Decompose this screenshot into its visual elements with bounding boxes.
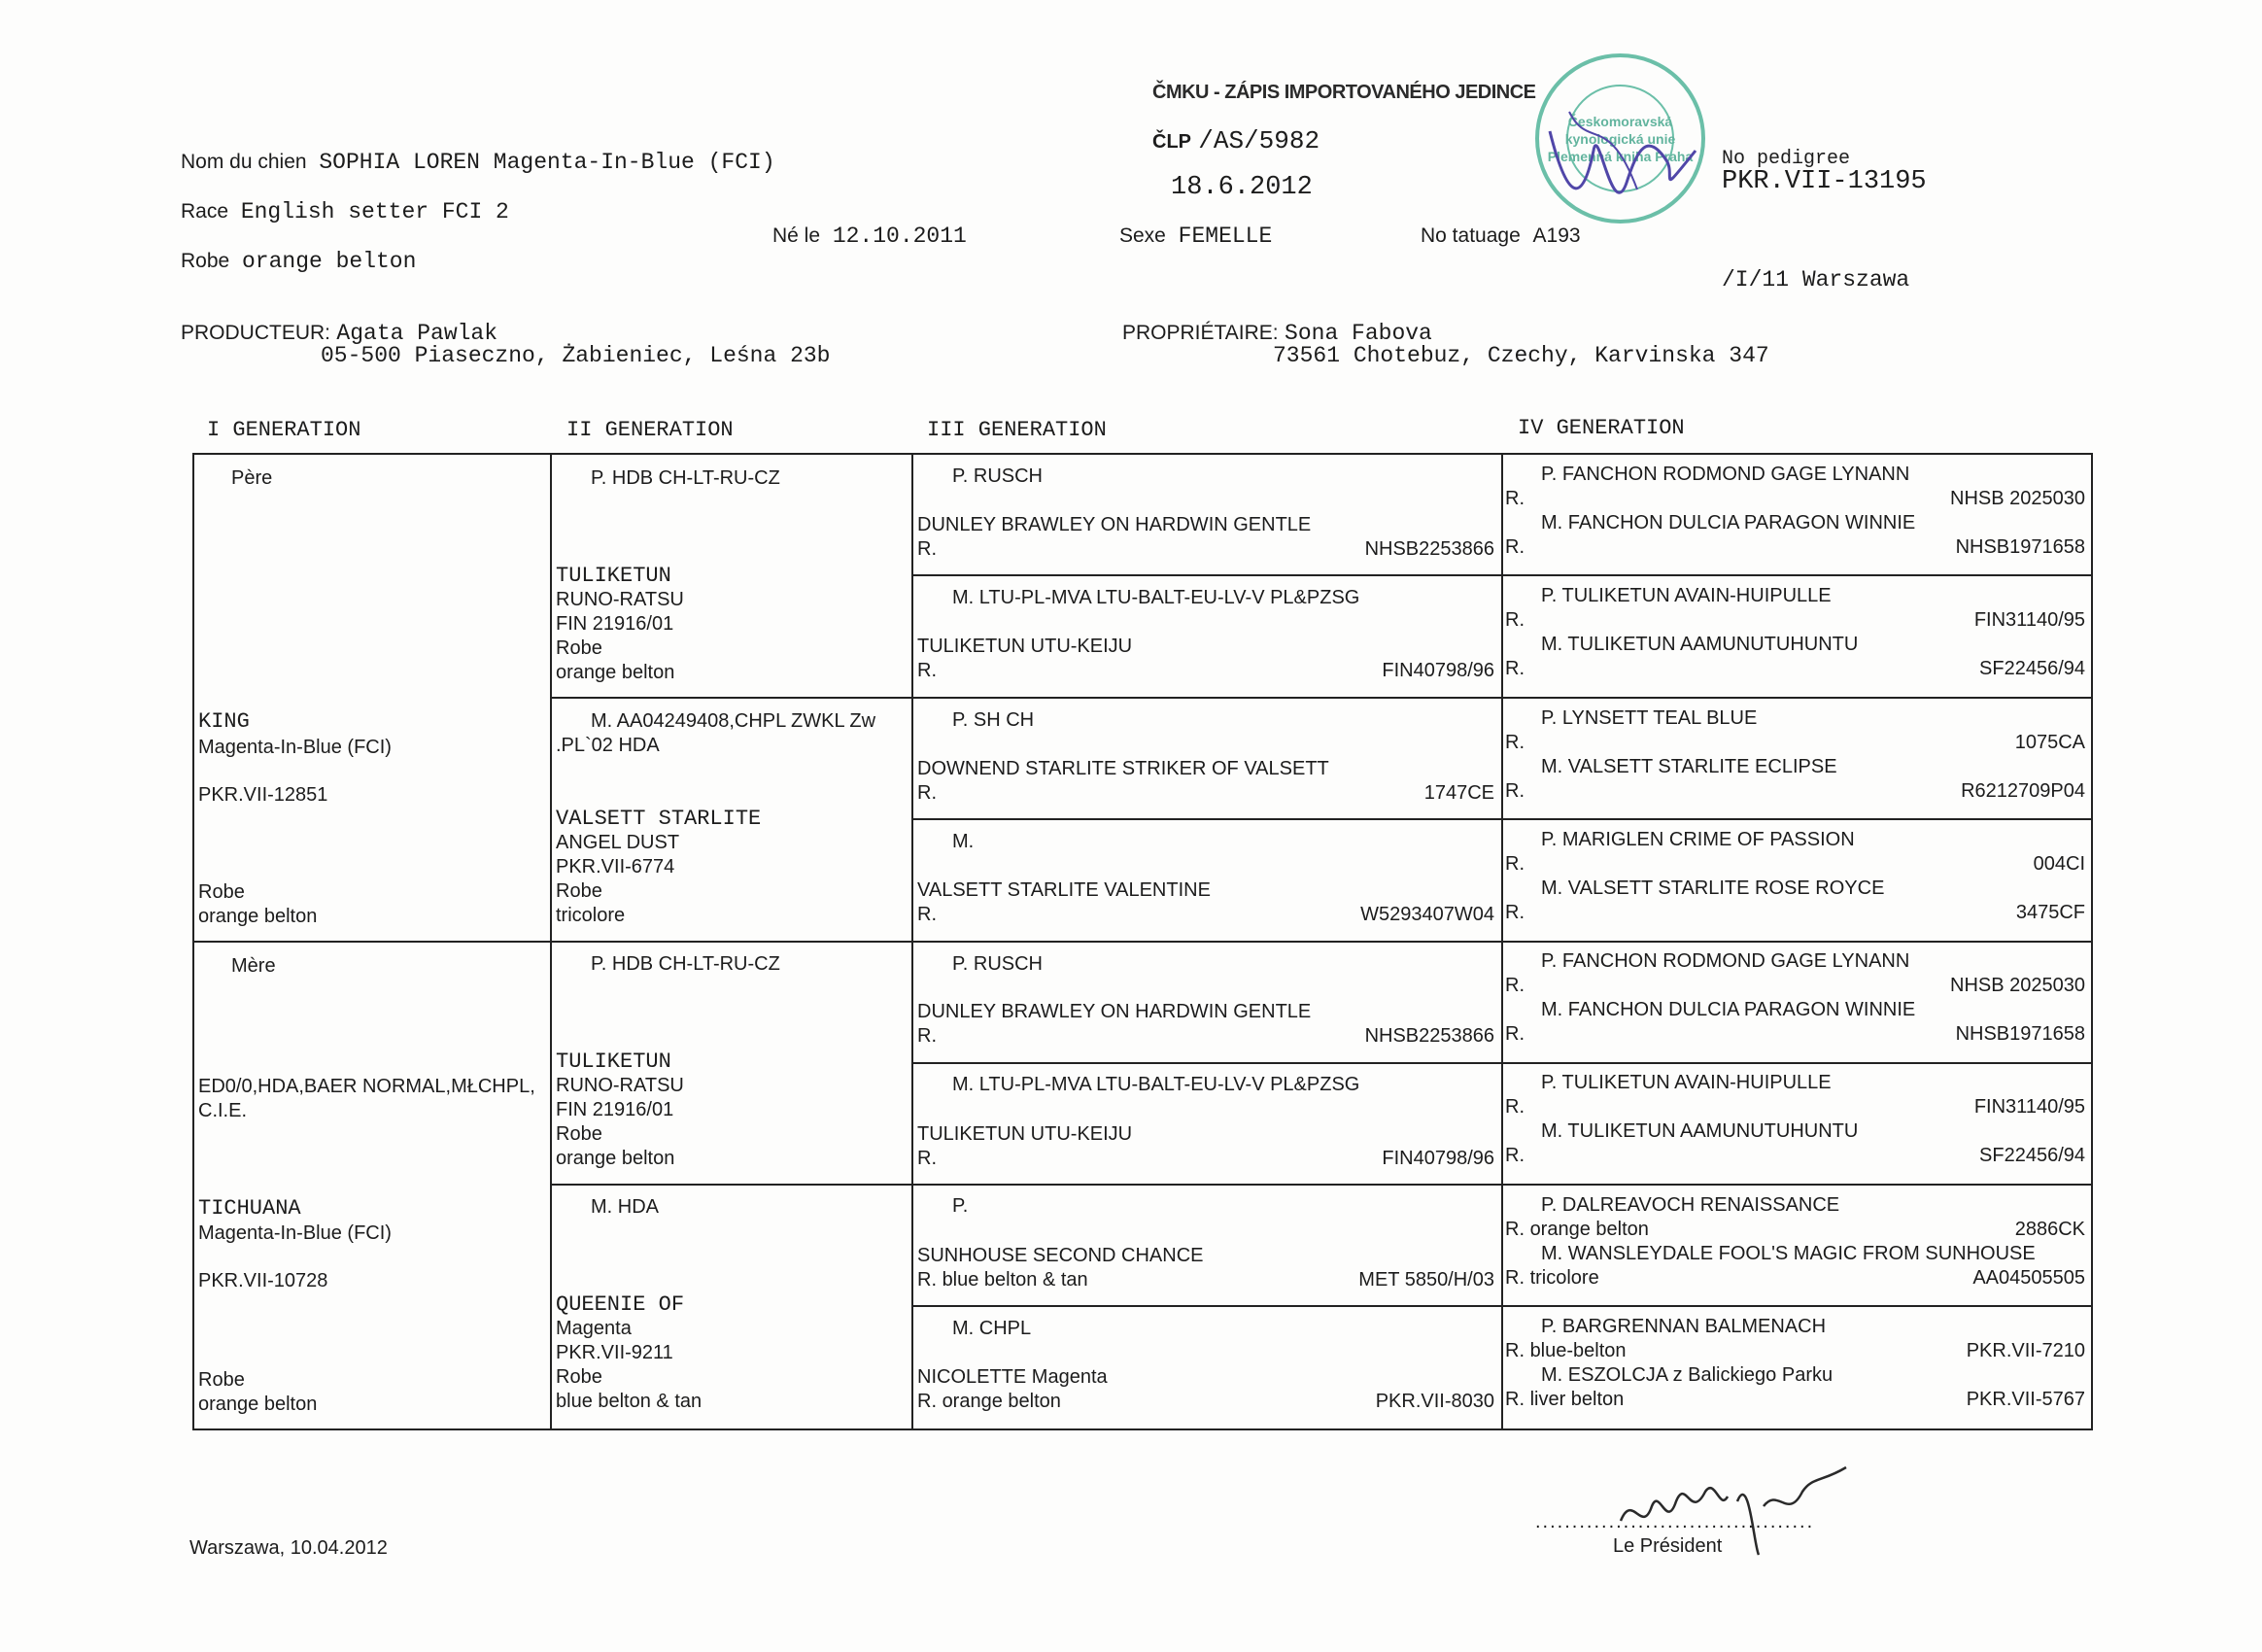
generation-3-heading: III GENERATION (927, 418, 1107, 442)
gen4-dam-registration: NHSB1971658 (1955, 536, 2085, 558)
gen2-title: M. AA04249408,CHPL ZWKL Zw (591, 710, 876, 732)
gen4-dam: M. WANSLEYDALE FOOL'S MAGIC FROM SUNHOUSE (1541, 1243, 2036, 1264)
gen2-title-2: .PL`02 HDA (556, 735, 660, 756)
gen3-name: DUNLEY BRAWLEY ON HARDWIN GENTLE (917, 1001, 1312, 1022)
gen4-dam: M. ESZOLCJA z Balickiego Parku (1541, 1364, 1834, 1386)
gen4-dam-robe-row (1505, 535, 1525, 560)
gen4-sire-robe-row (1505, 1095, 1525, 1119)
sire-name-suffix: Magenta-In-Blue (FCI) (198, 737, 392, 758)
gen3-robe: blue belton & tan (942, 1269, 1088, 1291)
gen4-dam-registration: NHSB1971658 (1955, 1023, 2085, 1045)
dam-label: Mère (231, 955, 276, 977)
gen2-robe: orange belton (556, 1148, 675, 1169)
signature-dots: ...................................... (1535, 1511, 1815, 1532)
gen4-dam: M. TULIKETUN AAMUNUTUHUNTU (1541, 634, 1859, 655)
gen2-robe-label: Robe (556, 637, 602, 659)
sex-row (1119, 222, 1272, 249)
gen2-registration: FIN 21916/01 (556, 1099, 674, 1120)
gen2-robe: orange belton (556, 662, 675, 683)
gen4-dam-robe-row (1505, 1266, 1599, 1291)
gen4-sire-registration: 1075CA (2014, 732, 2085, 753)
generation-2-heading: II GENERATION (566, 418, 734, 442)
gen4-dam-robe: tricolore (1529, 1267, 1599, 1289)
gen4-r: R. (1505, 1267, 1525, 1289)
gen3-robe-row (917, 659, 937, 683)
gen3-robe-row (917, 537, 937, 562)
gen4-r: R. (1505, 658, 1525, 679)
gen3-r: R. (917, 660, 937, 681)
gen4-sire: P. FANCHON RODMOND GAGE LYNANN (1541, 464, 1910, 485)
gen2-registration: PKR.VII-6774 (556, 856, 675, 878)
generation-1-heading: I GENERATION (207, 418, 361, 442)
gen3-registration: W5293407W04 (1360, 904, 1494, 925)
gen2-name-2: RUNO-RATSU (556, 589, 684, 610)
gen3-robe-row (917, 1390, 1061, 1414)
gen3-registration: FIN40798/96 (1382, 1148, 1494, 1169)
tattoo-value: A193 (1532, 224, 1581, 247)
gen3-r: R. (917, 904, 937, 925)
gen4-sire: P. DALREAVOCH RENAISSANCE (1541, 1194, 1840, 1216)
gen4-r: R. (1505, 1023, 1525, 1045)
gen4-dam-robe-row (1505, 1022, 1525, 1047)
gen4-dam-registration: AA04505505 (1972, 1267, 2085, 1289)
gen4-dam-robe: liver belton (1529, 1389, 1625, 1410)
producer-address: 05-500 Piaseczno, Żabieniec, Leśna 23b (321, 343, 831, 368)
gen2-registration: FIN 21916/01 (556, 613, 674, 635)
tattoo-row (1421, 222, 1581, 248)
sex-label: Sexe (1119, 224, 1166, 247)
stamp-text: Českomoravská kynologická unie Plemenná kniha Praha (1547, 113, 1694, 164)
dam-robe-label: Robe (198, 1369, 245, 1391)
gen2-title: M. HDA (591, 1196, 659, 1218)
breed-label: Race (181, 200, 229, 223)
pedigree-label: No pedigree (1722, 148, 1851, 170)
gen4-dam-registration: R6212709P04 (1961, 780, 2085, 802)
gen4-r: R. (1505, 1340, 1525, 1361)
birth-label: Né le (772, 224, 821, 247)
generation-4-heading: IV GENERATION (1518, 416, 1685, 440)
birth-row (772, 222, 967, 249)
gen4-sire-robe: blue-belton (1529, 1340, 1627, 1361)
gen3-title: M. (952, 831, 975, 852)
gen4-dam-registration: SF22456/94 (1979, 1145, 2085, 1166)
gen4-sire-registration: FIN31140/95 (1973, 609, 2085, 631)
gen3-name: TULIKETUN UTU-KEIJU (917, 636, 1133, 657)
import-date: 18.6.2012 (1171, 173, 1313, 202)
gen2-robe: blue belton & tan (556, 1391, 703, 1412)
gen3-r: R. (917, 782, 937, 804)
gen4-sire-registration: NHSB 2025030 (1950, 975, 2085, 996)
gen3-registration: NHSB2253866 (1364, 1025, 1494, 1047)
gen4-sire-robe-row (1505, 608, 1525, 633)
color-value: orange belton (241, 249, 417, 274)
gen4-r: R. (1505, 536, 1525, 558)
pedigree-number: PKR.VII-13195 (1722, 167, 1927, 196)
gen2-robe: tricolore (556, 905, 626, 926)
dog-name-row (181, 148, 775, 175)
owner-address: 73561 Chotebuz, Czechy, Karvinska 347 (1273, 343, 1769, 368)
dam-health-2: C.I.E. (198, 1100, 248, 1121)
gen2-name-2: ANGEL DUST (556, 832, 680, 853)
gen2-name-2: Magenta (556, 1318, 632, 1339)
import-title: ČMKU - ZÁPIS IMPORTOVANÉHO JEDINCE (1152, 82, 1536, 103)
gen2-name: QUEENIE OF (556, 1292, 685, 1317)
gen3-r: R. (917, 1148, 937, 1169)
gen4-r: R. (1505, 609, 1525, 631)
gen4-r: R. (1505, 488, 1525, 509)
gen4-sire-robe-row (1505, 974, 1525, 998)
gen3-title: M. LTU-PL-MVA LTU-BALT-EU-LV-V PL&PZSG (952, 1074, 1360, 1095)
dam-name-suffix: Magenta-In-Blue (FCI) (198, 1222, 392, 1244)
gen3-registration: PKR.VII-8030 (1375, 1391, 1494, 1412)
gen4-sire-robe-row (1505, 852, 1525, 877)
president-label: Le Président (1613, 1535, 1723, 1557)
gen4-sire-registration: NHSB 2025030 (1950, 488, 2085, 509)
gen4-dam: M. FANCHON DULCIA PARAGON WINNIE (1541, 512, 1916, 533)
gen4-sire-registration: FIN31140/95 (1973, 1096, 2085, 1118)
gen4-dam-registration: 3475CF (2015, 902, 2085, 923)
gen4-sire: P. LYNSETT TEAL BLUE (1541, 707, 1758, 729)
gen4-r: R. (1505, 1219, 1525, 1240)
dog-name: SOPHIA LOREN Magenta-In-Blue (FCI) (319, 150, 775, 175)
owner-row (1122, 319, 1432, 346)
gen3-robe-row (917, 1024, 937, 1049)
sire-registration: PKR.VII-12851 (198, 784, 328, 806)
gen3-r: R. (917, 538, 937, 560)
gen3-registration: 1747CE (1423, 782, 1494, 804)
gen4-r: R. (1505, 853, 1525, 875)
gen4-dam: M. FANCHON DULCIA PARAGON WINNIE (1541, 999, 1916, 1020)
gen3-name: DOWNEND STARLITE STRIKER OF VALSETT (917, 758, 1329, 779)
gen3-title: P. SH CH (952, 709, 1035, 731)
gen3-name: NICOLETTE Magenta (917, 1366, 1108, 1388)
gen4-sire: P. MARIGLEN CRIME OF PASSION (1541, 829, 1855, 850)
gen4-r: R. (1505, 975, 1525, 996)
gen3-r: R. (917, 1391, 937, 1412)
gen2-registration: PKR.VII-9211 (556, 1342, 673, 1363)
gen3-title: M. LTU-PL-MVA LTU-BALT-EU-LV-V PL&PZSG (952, 587, 1360, 608)
gen3-registration: FIN40798/96 (1382, 660, 1494, 681)
owner-name: Sona Fabova (1285, 321, 1432, 346)
import-number-row (1152, 124, 1320, 155)
import-clp: ČLP (1152, 131, 1191, 153)
gen4-dam: M. TULIKETUN AAMUNUTUHUNTU (1541, 1120, 1859, 1142)
registry-suffix: /I/11 Warszawa (1722, 267, 1910, 293)
gen4-dam-registration: PKR.VII-5767 (1966, 1389, 2085, 1410)
gen3-r: R. (917, 1269, 937, 1291)
gen4-sire-robe: orange belton (1529, 1219, 1649, 1240)
gen3-robe: orange belton (942, 1391, 1061, 1412)
gen2-robe-label: Robe (556, 1123, 602, 1145)
birth-date: 12.10.2011 (832, 224, 967, 249)
breed-row (181, 197, 509, 224)
place-date: Warszawa, 10.04.2012 (189, 1537, 388, 1559)
tattoo-label: No tatuage (1421, 224, 1521, 247)
gen3-robe-row (917, 781, 937, 806)
gen2-robe-label: Robe (556, 1366, 602, 1388)
gen2-name: VALSETT STARLITE (556, 807, 762, 831)
gen4-dam-robe-row (1505, 1144, 1525, 1168)
gen4-dam: M. VALSETT STARLITE ROSE ROYCE (1541, 878, 1885, 899)
gen4-sire-robe-row (1505, 1218, 1649, 1242)
producer-name: Agata Pawlak (336, 321, 498, 346)
gen3-robe-row (917, 1147, 937, 1171)
gen2-name: TULIKETUN (556, 1050, 671, 1074)
gen4-sire-robe-row (1505, 487, 1525, 511)
dam-robe: orange belton (198, 1394, 318, 1415)
gen4-sire-robe-row (1505, 1339, 1627, 1363)
gen4-r: R. (1505, 732, 1525, 753)
breed-value: English setter FCI 2 (240, 199, 509, 224)
gen3-r: R. (917, 1025, 937, 1047)
gen3-robe-row (917, 903, 937, 927)
gen4-r: R. (1505, 1389, 1525, 1410)
gen4-sire: P. BARGRENNAN BALMENACH (1541, 1316, 1827, 1337)
dam-health: ED0/0,HDA,BAER NORMAL,MŁCHPL, (198, 1076, 535, 1097)
dam-name: TICHUANA (198, 1196, 301, 1221)
gen4-dam-registration: SF22456/94 (1979, 658, 2085, 679)
gen4-dam: M. VALSETT STARLITE ECLIPSE (1541, 756, 1837, 777)
import-number: /AS/5982 (1198, 126, 1320, 155)
gen2-title: P. HDB CH-LT-RU-CZ (591, 467, 780, 489)
gen4-dam-robe-row (1505, 901, 1525, 925)
sire-label: Père (231, 467, 273, 489)
producer-row (181, 319, 497, 346)
color-row (181, 247, 416, 274)
color-label: Robe (181, 250, 230, 272)
gen4-r: R. (1505, 902, 1525, 923)
president-signature (1613, 1453, 1866, 1560)
owner-label: PROPRIÉTAIRE: (1122, 322, 1279, 344)
gen2-title: P. HDB CH-LT-RU-CZ (591, 953, 780, 975)
stamp-signature (1540, 92, 1705, 219)
gen4-r: R. (1505, 1096, 1525, 1118)
gen4-sire-registration: 2886CK (2014, 1219, 2085, 1240)
gen4-sire-registration: 004CI (2033, 853, 2085, 875)
dog-name-label: Nom du chien (181, 151, 307, 173)
gen4-r: R. (1505, 780, 1525, 802)
gen4-sire-registration: PKR.VII-7210 (1966, 1340, 2085, 1361)
gen4-sire: P. FANCHON RODMOND GAGE LYNANN (1541, 950, 1910, 972)
gen3-title: P. RUSCH (952, 465, 1043, 487)
gen2-name: TULIKETUN (556, 564, 671, 588)
gen4-dam-robe-row (1505, 657, 1525, 681)
gen3-name: DUNLEY BRAWLEY ON HARDWIN GENTLE (917, 514, 1312, 535)
gen3-registration: NHSB2253866 (1364, 538, 1494, 560)
gen3-name: SUNHOUSE SECOND CHANCE (917, 1245, 1204, 1266)
sire-robe-label: Robe (198, 881, 245, 903)
sire-robe: orange belton (198, 906, 318, 927)
gen2-robe-label: Robe (556, 880, 602, 902)
dam-registration: PKR.VII-10728 (198, 1270, 328, 1291)
gen3-title: P. RUSCH (952, 953, 1043, 975)
gen3-robe-row (917, 1268, 1088, 1292)
gen3-title: M. CHPL (952, 1318, 1032, 1339)
producer-label: PRODUCTEUR: (181, 322, 331, 344)
gen4-sire-robe-row (1505, 731, 1525, 755)
gen4-sire: P. TULIKETUN AVAIN-HUIPULLE (1541, 585, 1832, 606)
gen3-registration: MET 5850/H/03 (1358, 1269, 1494, 1291)
gen3-name: TULIKETUN UTU-KEIJU (917, 1123, 1133, 1145)
sex-value: FEMELLE (1178, 224, 1273, 249)
gen3-title: P. (952, 1195, 969, 1217)
gen2-name-2: RUNO-RATSU (556, 1075, 684, 1096)
gen4-r: R. (1505, 1145, 1525, 1166)
gen4-dam-robe-row (1505, 779, 1525, 804)
sire-name: KING (198, 709, 250, 734)
gen4-dam-robe-row (1505, 1388, 1624, 1412)
gen3-name: VALSETT STARLITE VALENTINE (917, 879, 1211, 901)
gen4-sire: P. TULIKETUN AVAIN-HUIPULLE (1541, 1072, 1832, 1093)
